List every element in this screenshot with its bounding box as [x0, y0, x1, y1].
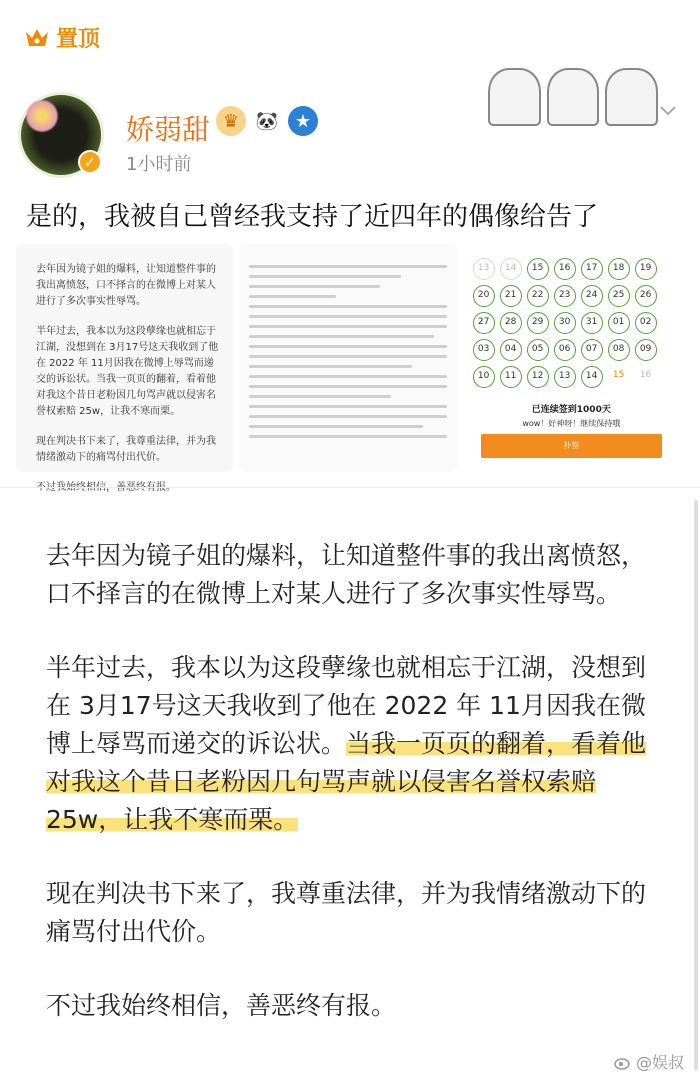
calendar-day: 07: [581, 339, 603, 361]
calendar-day: 17: [581, 258, 603, 280]
body-paragraph: 不过我始终相信，善恶终有报。: [46, 991, 397, 1020]
panda-icon[interactable]: 🐼: [252, 106, 282, 136]
checkin-subtitle: wow！好神呀！继续保持哦: [522, 419, 621, 428]
thumbnail-paragraph: 去年因为镜子姐的爆料，让知道整件事的我出离愤怒，口不择言的在微博上对某人进行了多次事实性辱骂。: [36, 264, 216, 307]
avatar-pendant-decoration: [488, 68, 658, 126]
thumbnail-checkin-calendar[interactable]: [463, 244, 680, 472]
thumbnail-text-screenshot[interactable]: [16, 244, 233, 472]
calendar-day: 31: [581, 312, 603, 334]
calendar-day: 15: [612, 370, 625, 380]
makeup-checkin-button: 补签: [481, 434, 662, 458]
pinned-text: 置顶: [56, 27, 101, 52]
thumbnail-paragraph: 半年过去，我本以为这段孽缘也就相忘于江湖，没想到在 3月17号这天我收到了他在 2022 年 11月因我在微博上辱骂而递交的诉讼状。当我一页页的翻着，看着他对我这个昔日老粉因几句骂声就以侵害名誉权索赔 25w，让我不寒而栗。: [36, 326, 219, 417]
calendar-day: 10: [473, 366, 495, 388]
watermark-text: @娱叔: [635, 1053, 684, 1072]
calendar-day: 03: [473, 339, 495, 361]
body-paragraph: 现在判决书下来了，我尊重法律，并为我情绪激动下的痛骂付出代价。: [46, 879, 647, 946]
calendar-day: 05: [527, 339, 549, 361]
calendar-day: 08: [608, 339, 630, 361]
body-paragraph: [46, 649, 656, 839]
calendar-day: 22: [527, 285, 549, 307]
calendar-day: 14: [581, 366, 603, 388]
calendar-day: 20: [473, 285, 495, 307]
body-text: 半年过去，我本以为这段孽缘也就相忘于江湖，没想到在 3月17号这天我收到了他在 2022 年 11月因我在微博上辱骂而递交的诉讼状。: [46, 653, 647, 758]
thumbnail-lawsuit-document[interactable]: [239, 244, 456, 472]
chevron-down-icon[interactable]: [654, 96, 682, 124]
calendar-day: 13: [473, 258, 495, 280]
highlighted-text: 当我一页页的翻着，看着他对我这个昔日老粉因几句骂声就以侵害名誉权索赔 25w，让我不寒而栗。: [46, 729, 647, 834]
calendar-day: 02: [635, 312, 657, 334]
pinned-label: [24, 22, 100, 53]
character-figure-icon: [488, 68, 541, 126]
thumbnail-text: [36, 262, 223, 510]
calendar-day: 12: [527, 366, 549, 388]
calendar-day: 09: [635, 339, 657, 361]
scrollbar[interactable]: [694, 500, 698, 1070]
image-gallery: [16, 244, 680, 472]
calendar-day: 06: [554, 339, 576, 361]
username[interactable]: 娇弱甜: [126, 113, 211, 146]
divider: [0, 487, 700, 488]
body-paragraph: 去年因为镜子姐的爆料，让知道整件事的我出离愤怒，口不择言的在微博上对某人进行了多次事实性辱骂。: [46, 541, 647, 608]
calendar-day: 16: [554, 258, 576, 280]
thumbnail-paragraph: [36, 480, 223, 496]
post-headline: 是的，我被自己曾经我支持了近四年的偶像给告了: [26, 202, 599, 232]
calendar-day: 01: [608, 312, 630, 334]
character-figure-icon: [547, 68, 600, 126]
flower-decoration-icon: [25, 99, 59, 133]
calendar-day: 30: [554, 312, 576, 334]
calendar-day: 19: [635, 258, 657, 280]
checkin-title: 已连续签到1000天: [531, 405, 611, 415]
calendar-day: 28: [500, 312, 522, 334]
calendar-day: 24: [581, 285, 603, 307]
calendar-day: 11: [500, 366, 522, 388]
calendar-grid: [473, 258, 657, 388]
crown-member-icon[interactable]: ♛: [216, 106, 246, 136]
verified-badge-icon: ✓: [78, 150, 102, 174]
thumbnail-paragraph: 现在判决书下来了，我尊重法律，并为我情绪激动下的痛骂付出代价。: [36, 436, 216, 463]
blue-star-icon[interactable]: ★: [288, 106, 318, 136]
post-body: [46, 537, 656, 1061]
user-badges: [216, 106, 318, 136]
character-figure-icon: [605, 68, 658, 126]
calendar-day: 18: [608, 258, 630, 280]
calendar-day: 26: [635, 285, 657, 307]
calendar-day: 15: [527, 258, 549, 280]
post-time: 1小时前: [126, 154, 192, 175]
calendar-day: 13: [554, 366, 576, 388]
calendar-day: 29: [527, 312, 549, 334]
calendar-day: 25: [608, 285, 630, 307]
calendar-day: 23: [554, 285, 576, 307]
crown-icon: [24, 26, 50, 50]
weibo-logo-icon: [614, 1054, 632, 1070]
calendar-day: 21: [500, 285, 522, 307]
calendar-day: 16: [639, 370, 652, 380]
watermark: [614, 1050, 684, 1073]
calendar-day: 27: [473, 312, 495, 334]
calendar-day: 04: [500, 339, 522, 361]
calendar-day: 14: [500, 258, 522, 280]
